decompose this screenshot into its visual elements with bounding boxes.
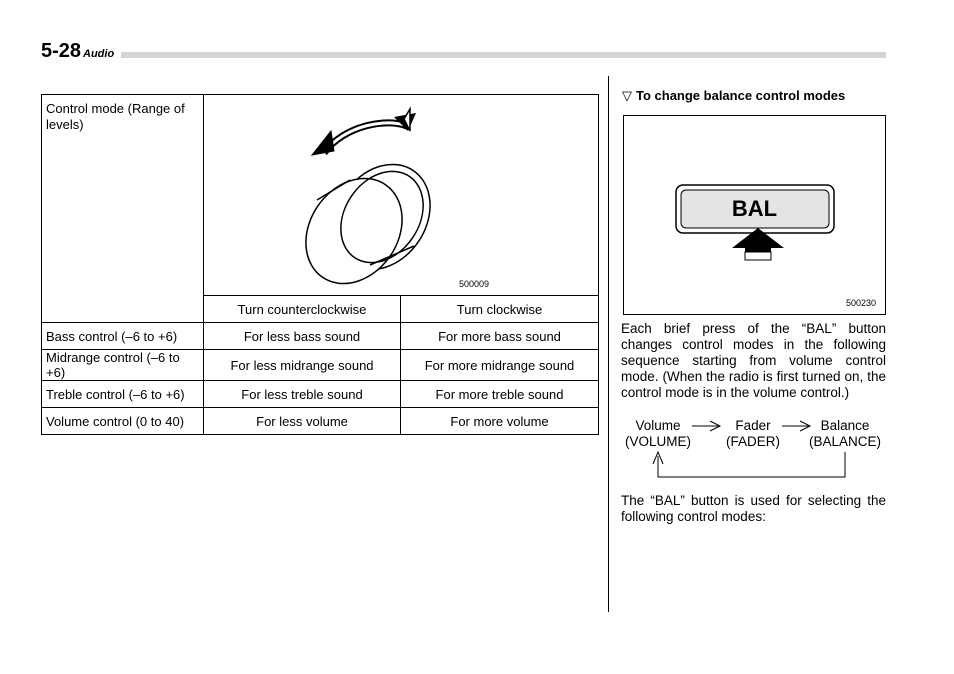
- triangle-marker-icon: ▽: [622, 88, 632, 103]
- mode-header-cell: [42, 95, 204, 323]
- ccw-cell: For less bass sound: [204, 323, 401, 350]
- bal-button-label: BAL: [731, 196, 778, 221]
- arrow-head-icon: [710, 421, 720, 431]
- arrow-balance-to-volume: [658, 452, 845, 477]
- page-number: 5-28: [41, 40, 82, 62]
- ccw-cell: For less treble sound: [204, 381, 401, 408]
- flow-fader-name: Fader: [735, 418, 771, 433]
- table-row: [42, 408, 599, 435]
- bal-figure-code: 500230: [846, 298, 877, 308]
- bal-button-figure: [623, 115, 886, 315]
- flow-volume-name: Volume: [635, 418, 681, 433]
- cw-cell: For more bass sound: [401, 323, 599, 350]
- control-modes-paragraph: The “BAL” button is used for selecting the following control modes:: [621, 493, 886, 524]
- cw-cell: For more midrange sound: [401, 350, 599, 381]
- table-row: [42, 381, 599, 408]
- mode-cell: Bass control (–6 to +6): [42, 323, 204, 350]
- col-header-ccw: Turn counterclockwise: [204, 296, 401, 323]
- mode-cell: Volume control (0 to 40): [42, 408, 204, 435]
- cw-cell: For more treble sound: [401, 381, 599, 408]
- flow-balance: [805, 418, 885, 450]
- flow-fader: [722, 418, 784, 450]
- ccw-cell: For less volume: [204, 408, 401, 435]
- flow-balance-name: Balance: [820, 418, 870, 433]
- arrow-head-icon: [653, 452, 663, 464]
- knob-figure-cell: [204, 95, 599, 296]
- flow-balance-display: (BALANCE): [808, 434, 881, 449]
- flow-volume: [622, 418, 694, 450]
- knob-figure-code: 500009: [459, 279, 490, 289]
- balance-heading-text: To change balance control modes: [636, 88, 846, 103]
- audio-control-table: [41, 94, 599, 435]
- ccw-cell: For less midrange sound: [204, 350, 401, 381]
- section-title: Audio: [83, 48, 115, 60]
- flow-volume-display: (VOLUME): [624, 434, 691, 449]
- mode-cell: Midrange control (–6 to +6): [42, 350, 204, 381]
- col-header-cw: Turn clockwise: [401, 296, 599, 323]
- table-row: [42, 350, 599, 381]
- sequence-paragraph: Each brief press of the “BAL” button changes control modes in the following sequence starting from volume control mode. (When the radio is first turned on, the control mode is in the volume control.): [621, 321, 886, 400]
- header-rule: [121, 52, 886, 58]
- column-divider: [608, 76, 609, 612]
- knob-rotation-illustration: [204, 95, 597, 295]
- balance-heading: [622, 88, 845, 104]
- flow-fader-display: (FADER): [726, 434, 780, 449]
- mode-cell: Treble control (–6 to +6): [42, 381, 204, 408]
- mode-header-label: Control mode (Range of levels): [46, 101, 185, 132]
- cw-cell: For more volume: [401, 408, 599, 435]
- table-row: [42, 323, 599, 350]
